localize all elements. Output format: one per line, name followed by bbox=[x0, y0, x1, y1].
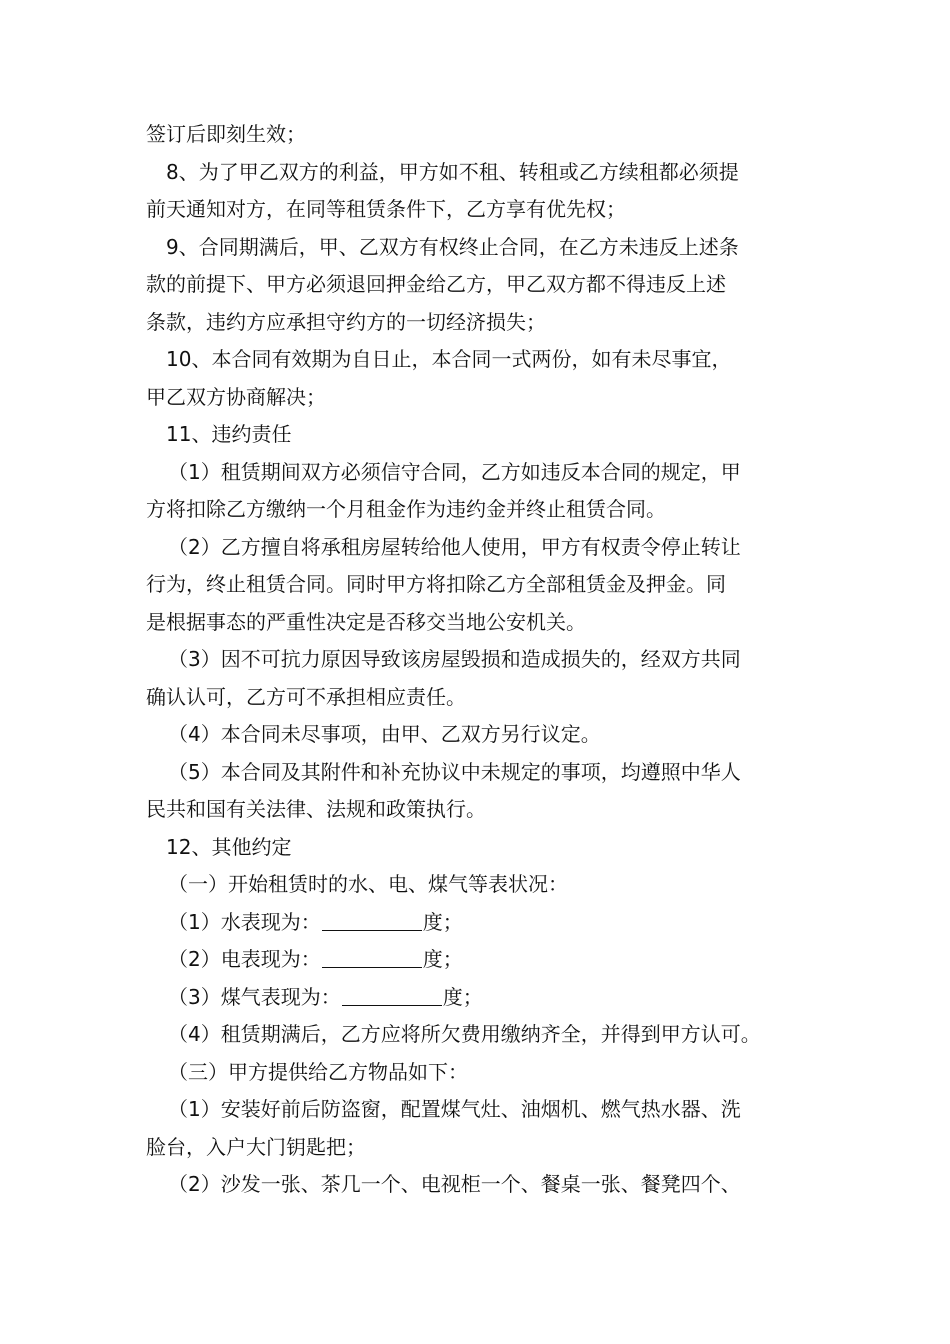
water-meter-label: （1）水表现为： bbox=[168, 909, 321, 934]
gas-meter-unit: 度； bbox=[442, 984, 483, 1009]
clause-9-line-2: 款的前提下、甲方必须退回押金给乙方，甲乙双方都不得违反上述 bbox=[146, 272, 726, 296]
electric-meter-label: （2）电表现为： bbox=[168, 947, 321, 971]
gas-meter-blank bbox=[342, 1004, 442, 1006]
gas-meter-line bbox=[146, 979, 816, 1017]
item-11-3-line-1: （3）因不可抗力原因导致该房屋毁损和造成损失的，经双方共同 bbox=[168, 647, 741, 671]
item-11-3-line-2: 确认认可，乙方可不承担相应责任。 bbox=[146, 684, 466, 709]
water-meter-line bbox=[146, 904, 816, 942]
item-11-2-line-2: 行为，终止租赁合同。同时甲方将扣除乙方全部租赁金及押金。同 bbox=[146, 572, 726, 596]
item-11-2-line-3: 是根据事态的严重性决定是否移交当地公安机关。 bbox=[146, 609, 586, 634]
item-11-5-line-1: （5）本合同及其附件和补充协议中未规定的事项，均遵照中华人 bbox=[168, 759, 741, 784]
clause-10-line-2: 甲乙双方协商解决； bbox=[146, 384, 326, 409]
item-11-2-line-1: （2）乙方擅自将承租房屋转给他人使用，甲方有权责令停止转让 bbox=[168, 534, 741, 559]
water-meter-unit: 度； bbox=[422, 909, 463, 934]
gas-meter-label: （3）煤气表现为： bbox=[168, 984, 341, 1009]
section-12-heading: 12、其他约定 bbox=[166, 834, 292, 859]
item-11-1-line-2: 方将扣除乙方缴纳一个月租金作为违约金并终止租赁合同。 bbox=[146, 497, 666, 521]
clause-9-line-3: 条款，违约方应承担守约方的一切经济损失； bbox=[146, 309, 546, 334]
section-11-heading: 11、违约责任 bbox=[166, 422, 292, 446]
electric-meter-unit: 度； bbox=[422, 947, 463, 971]
provided-item-1-line-2: 脸台，入户大门钥匙把； bbox=[146, 1134, 366, 1159]
provided-item-1-line-1: （1）安装好前后防盗窗，配置煤气灶、油烟机、燃气热水器、洗 bbox=[168, 1097, 741, 1121]
clause-8-line-1: 8、为了甲乙双方的利益，甲方如不租、转租或乙方续租都必须提 bbox=[166, 159, 739, 184]
items-provided-heading: （三）甲方提供给乙方物品如下： bbox=[168, 1059, 468, 1084]
paragraph-line: 签订后即刻生效； bbox=[146, 122, 306, 146]
water-meter-blank bbox=[322, 929, 422, 931]
provided-item-2-line-1: （2）沙发一张、茶几一个、电视柜一个、餐桌一张、餐凳四个、 bbox=[168, 1172, 741, 1196]
item-12-4-line: （4）租赁期满后，乙方应将所欠费用缴纳齐全，并得到甲方认可。 bbox=[168, 1022, 761, 1046]
item-11-5-line-2: 民共和国有关法律、法规和政策执行。 bbox=[146, 797, 486, 821]
item-11-4-line: （4）本合同未尽事项，由甲、乙双方另行议定。 bbox=[168, 722, 601, 746]
meters-intro-line: （一）开始租赁时的水、电、煤气等表状况： bbox=[168, 872, 568, 896]
clause-10-line-1: 10、本合同有效期为自日止，本合同一式两份，如有未尽事宜， bbox=[166, 347, 732, 371]
item-11-1-line-1: （1）租赁期间双方必须信守合同，乙方如违反本合同的规定，甲 bbox=[168, 459, 741, 484]
document-body bbox=[146, 116, 816, 1204]
electric-meter-blank bbox=[322, 966, 422, 968]
clause-8-line-2: 前天通知对方，在同等租赁条件下，乙方享有优先权； bbox=[146, 197, 626, 221]
electric-meter-line bbox=[146, 941, 816, 979]
clause-9-line-1: 9、合同期满后，甲、乙双方有权终止合同，在乙方未违反上述条 bbox=[166, 234, 739, 259]
